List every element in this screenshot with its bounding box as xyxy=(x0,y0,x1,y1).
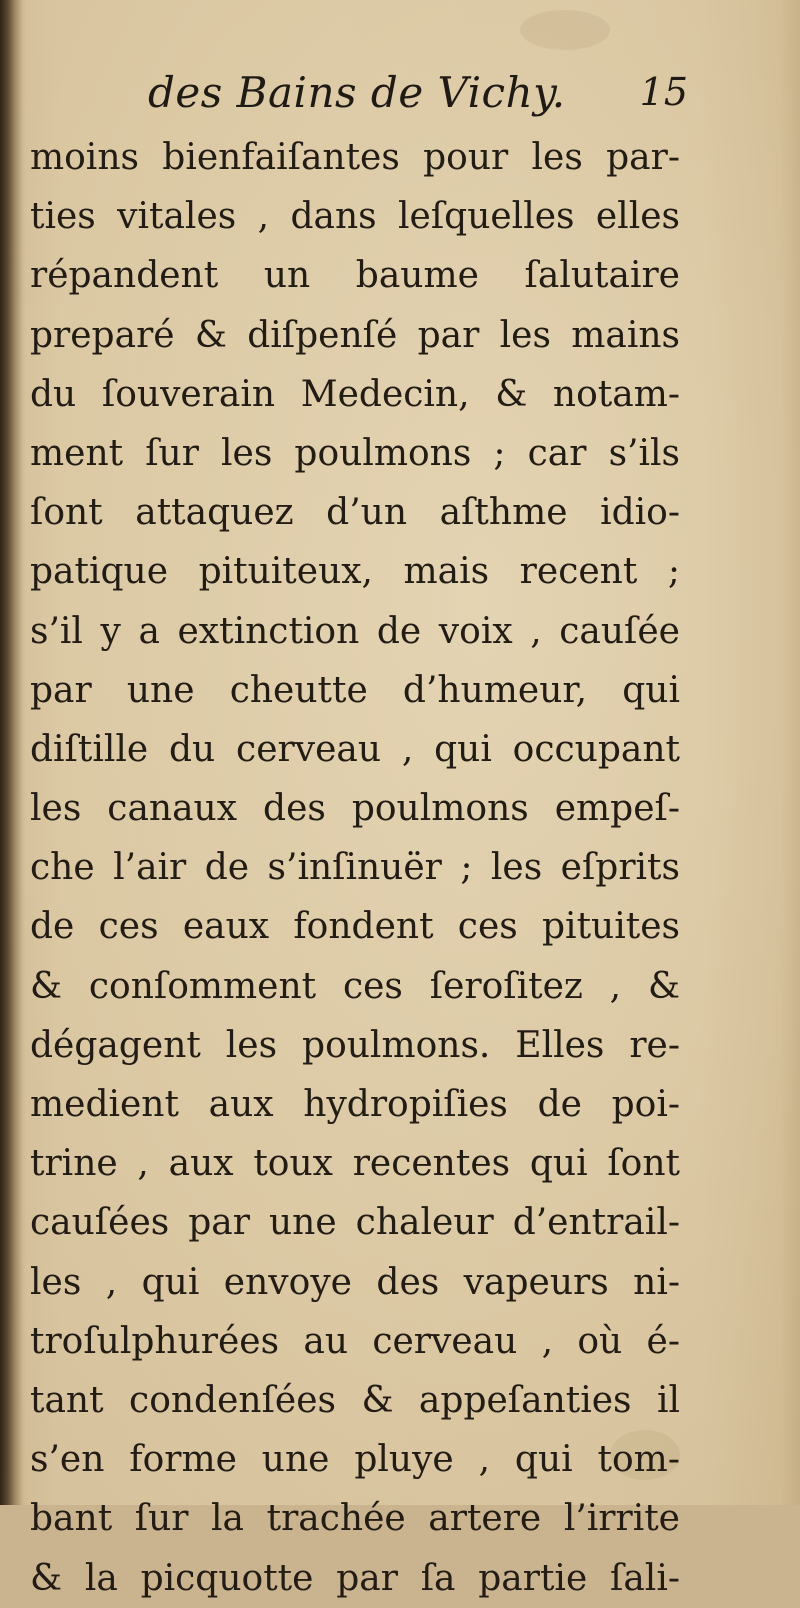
text-line: moins bienfaiſantes pour les par- xyxy=(30,137,680,178)
text-line: dégagent les poulmons. Elles re- xyxy=(30,1024,680,1066)
text-line: trine , aux toux recentes qui ſont xyxy=(30,1143,680,1185)
text-line: & la picquotte par ſa partie ſali- xyxy=(30,1557,680,1599)
binding-gutter-shadow xyxy=(0,0,22,1505)
text-line: preparé & diſpenſé par les mains xyxy=(30,314,680,356)
text-line: les canaux des poulmons empeſ- xyxy=(30,788,680,830)
text-line: du ſouverain Medecin, & notam- xyxy=(30,373,680,415)
text-line: bant ſur la trachée artere l’irrite xyxy=(30,1498,680,1540)
text-line: s’en forme une pluye , qui tom- xyxy=(30,1439,680,1481)
text-line: répandent un baume ſalutaire xyxy=(30,255,680,297)
text-line: diſtille du cerveau , qui occupant xyxy=(30,728,680,770)
text-line: par une cheutte d’humeur, qui xyxy=(30,669,680,711)
paper-stain xyxy=(520,10,610,50)
text-line: troſulphurées au cerveau , où é- xyxy=(30,1320,680,1362)
text-line: che l’air de s’inſinuër ; les eſprits xyxy=(30,847,680,889)
page-number: 15 xyxy=(639,70,688,114)
page-header xyxy=(148,68,688,128)
text-line: de ces eaux fondent ces pituites xyxy=(30,906,680,948)
text-line: s’il y a extinction de voix , cauſée xyxy=(30,610,680,652)
text-line: cauſées par une chaleur d’entrail- xyxy=(30,1202,680,1244)
text-line: tant condenſées & appeſanties il xyxy=(30,1379,680,1421)
body-text xyxy=(30,128,680,1608)
text-line: patique pituiteux, mais recent ; xyxy=(30,551,680,593)
text-line: & conſomment ces ſeroſitez , & xyxy=(30,965,680,1007)
text-line: ſont attaquez d’un aſthme idio- xyxy=(30,492,680,534)
text-line: ment ſur les poulmons ; car s’ils xyxy=(30,432,680,474)
text-line: ties vitales , dans leſquelles elles xyxy=(30,196,680,238)
text-line: les , qui envoye des vapeurs ni- xyxy=(30,1261,680,1303)
running-title: des Bains de Vichy. xyxy=(148,68,566,117)
text-line: medient aux hydropiſies de poi- xyxy=(30,1084,680,1125)
